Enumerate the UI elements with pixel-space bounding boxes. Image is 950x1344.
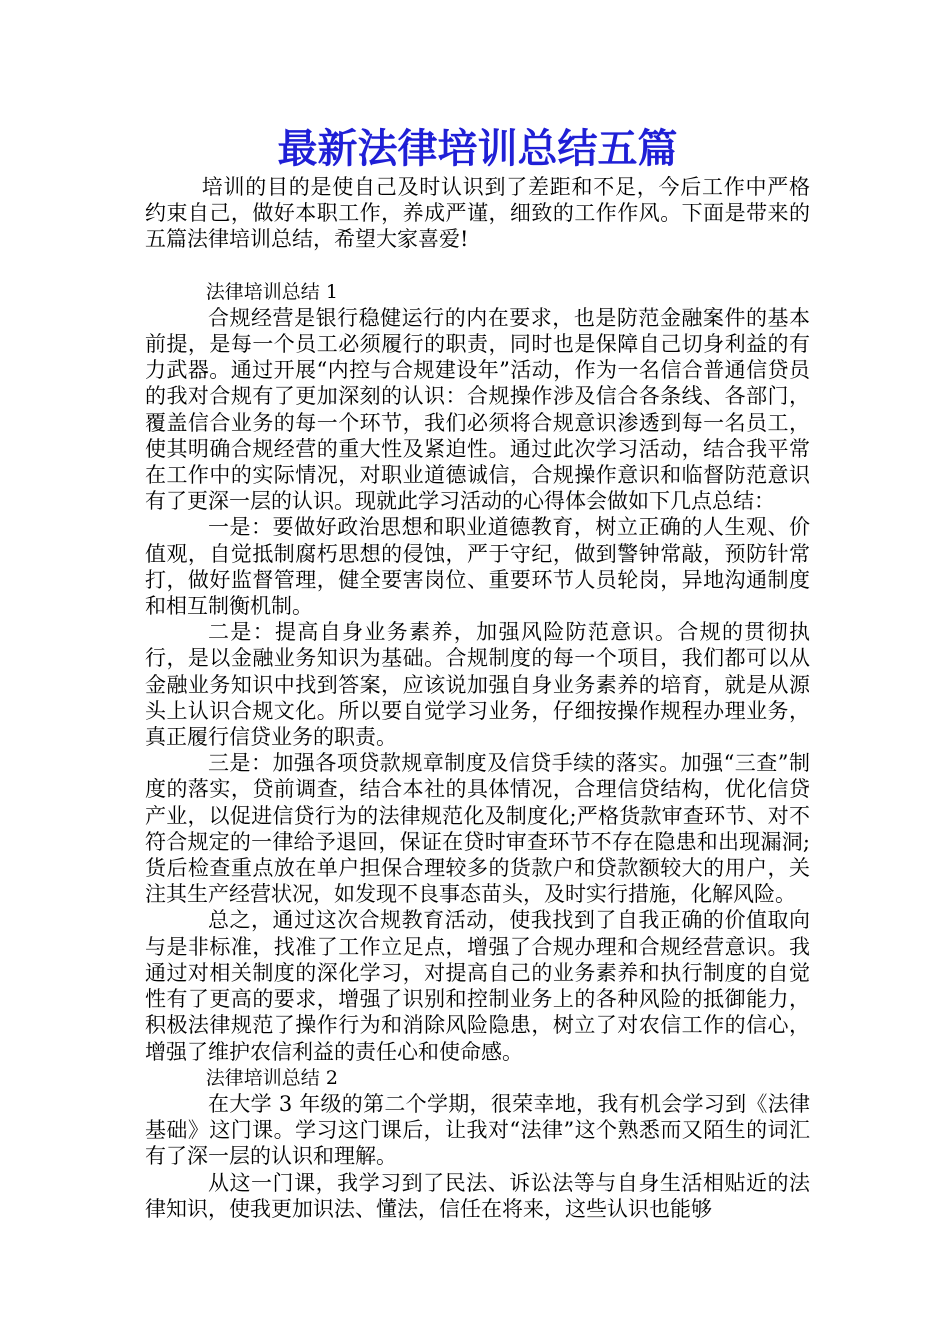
section-1-paragraph: 二是：提高自身业务素养，加强风险防范意识。合规的贯彻执行，是以金融业务知识为基础。合规制度的每一个项目，我们都可以从金融业务知识中找到答案，应该说加强自身业务素养的培育，就是从源头上认识合规文化。所以要自觉学习业务，仔细按操作规程办理业务，真正履行信贷业务的职责。 (145, 620, 810, 750)
section-1-paragraph: 一是：要做好政治思想和职业道德教育，树立正确的人生观、价值观，自觉抵制腐朽思想的侵蚀，严于守纪，做到警钟常敲，预防针常打，做好监督管理，健全要害岗位、重要环节人员轮岗，异地沟通制度和相互制衡机制。 (145, 515, 810, 619)
document-page (145, 124, 810, 1222)
section-1-paragraph: 合规经营是银行稳健运行的内在要求，也是防范金融案件的基本前提，是每一个员工必须履行的职责，同时也是保障自己切身利益的有力武器。通过开展“内控与合规建设年”活动，作为一名信合普通信贷员的我对合规有了更加深刻的认识：合规操作涉及信合各条线、各部门，覆盖信合业务的每一个环节，我们必须将合规意识渗透到每一名员工，使其明确合规经营的重大性及紧迫性。通过此次学习活动，结合我平常在工作中的实际情况，对职业道德诚信，合规操作意识和临督防范意识有了更深一层的认识。现就此学习活动的心得体会做如下几点总结： (145, 305, 810, 514)
intro-paragraph: 培训的目的是使自己及时认识到了差距和不足，今后工作中严格约束自己，做好本职工作，养成严谨，细致的工作作风。下面是带来的五篇法律培训总结，希望大家喜爱! (145, 175, 810, 252)
section-heading-2: 法律培训总结 2 (205, 1066, 338, 1089)
section-1-paragraph: 总之，通过这次合规教育活动，使我找到了自我正确的价值取向与是非标准，找准了工作立足点，增强了合规办理和合规经营意识。我通过对相关制度的深化学习，对提高自己的业务素养和执行制度的自觉性有了更高的要求，增强了识别和控制业务上的各种风险的抵御能力，积极法律规范了操作行为和消除风险隐患，树立了对农信工作的信心，增强了维护农信利益的责任心和使命感。 (145, 908, 810, 1064)
section-1-paragraph: 三是：加强各项贷款规章制度及信贷手续的落实。加强“三查”制度的落实，贷前调查，结合本社的具体情况，合理信贷结构，优化信贷产业，以促进信贷行为的法律规范化及制度化;严格货款审查环节、对不符合规定的一律给予退回，保证在贷时审查环节不存在隐患和出现漏洞;货后检查重点放在单户担保合理较多的货款户和贷款额较大的用户，关注其生产经营状况，如发现不良事态苗头，及时实行措施，化解风险。 (145, 751, 810, 907)
blank-line (145, 253, 810, 279)
section-2-paragraph: 从这一门课，我学习到了民法、诉讼法等与自身生活相贴近的法律知识，使我更加识法、懂法，信任在将来，这些认识也能够 (145, 1170, 810, 1221)
document-title: 最新法律培训总结五篇 (277, 125, 678, 172)
section-2-paragraph: 在大学 3 年级的第二个学期，很荣幸地，我有机会学习到《法律基础》这门课。学习这门课后，让我对“法律”这个熟悉而又陌生的词汇有了深一层的认识和理解。 (145, 1091, 810, 1169)
section-heading-1: 法律培训总结 1 (205, 280, 338, 303)
